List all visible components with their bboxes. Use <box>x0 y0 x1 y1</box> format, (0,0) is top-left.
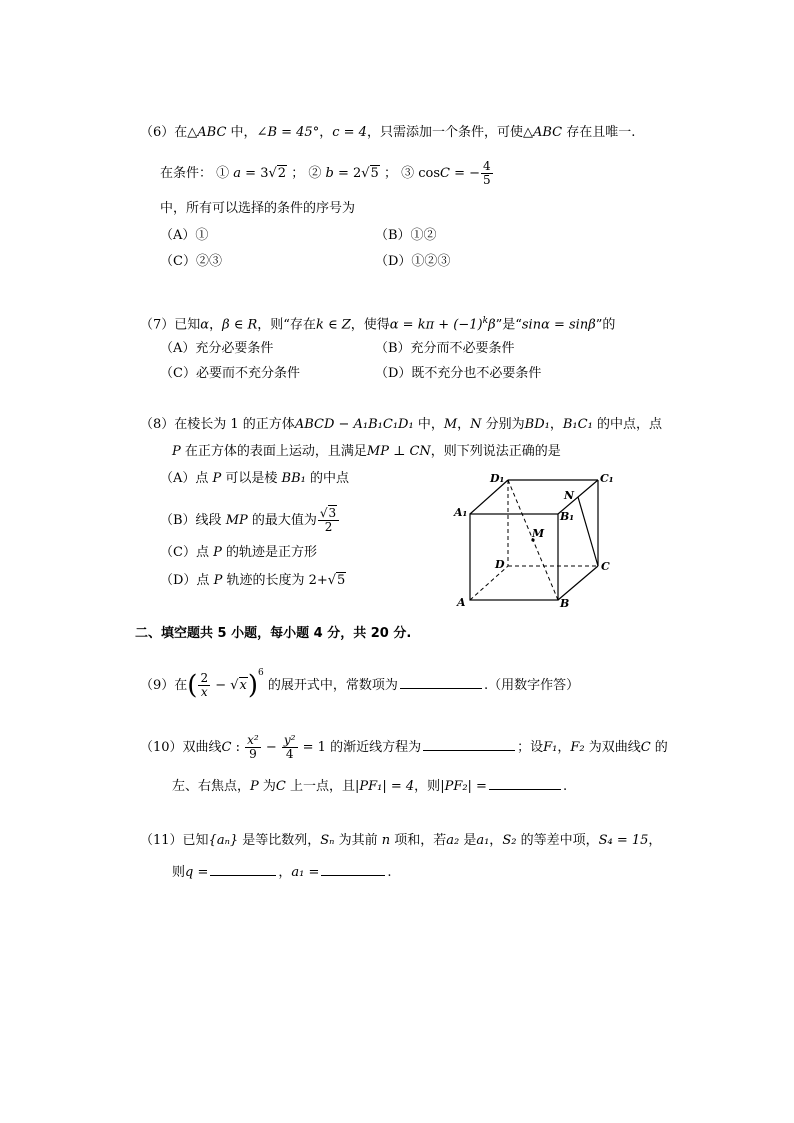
edge-ad-hidden <box>470 566 508 600</box>
fraction-sqrt3-2: $\frac{√3}{2}$ <box>318 507 339 534</box>
q8-stem-line1: （8）在棱长为 1 的正方体ABCD − A₁B₁C₁D₁ 中，M，N 分别为BD₁，B₁C₁ 的中点，点 <box>140 417 662 432</box>
q11-line2: 则q = ，a₁ = . <box>172 862 392 882</box>
q6-option-b: （B）①② <box>375 228 437 243</box>
q6-option-d: （D）①②③ <box>375 254 451 269</box>
q8-option-b: （B）线段 MP 的最大值为 $\frac{√3}{2}$ <box>160 507 340 534</box>
q8-option-a: （A）点 P 可以是棱 BB₁ 的中点 <box>160 471 350 486</box>
fraction-y2-4: $\frac{\text{y²}}{4}$ <box>283 733 296 761</box>
q7-option-d: （D）既不充分也不必要条件 <box>375 366 542 381</box>
q9: （9）在( $\frac{2}{x}$ − √x)$^6$ 的展开式中，常数项为 .（用数字作答） <box>140 668 580 701</box>
q10-line1: （10）双曲线C : $\frac{\text{x²}}{9}$ − $\frac{\text{y²}}{4}$ = 1 的渐近线方程为 ；设F₁，F₂ 为双曲线C 的 <box>140 733 668 761</box>
label-d: D <box>495 558 505 571</box>
q6-conditions: 在条件： ① a = 3√2 ； ② b = 2√5 ； ③ cosC = − $\frac{4}{5}$ <box>160 159 491 187</box>
segment-cn <box>578 497 598 566</box>
q6-option-c: （C）②③ <box>160 254 222 269</box>
q7-stem: （7）已知α，β ∈ R，则“存在k ∈ Z，使得$\alpha = k\pi + (-1)^k\beta$”是“sinα = sinβ”的 <box>140 316 616 333</box>
label-a: A <box>457 596 466 609</box>
section2-title: 二、填空题共 5 小题，每小题 4 分，共 20 分. <box>135 626 412 641</box>
label-d1: D₁ <box>490 472 505 485</box>
q10-pf2-blank[interactable] <box>489 776 561 790</box>
label-m: M <box>532 527 545 540</box>
label-b1: B₁ <box>560 510 575 523</box>
label-n: N <box>564 489 575 502</box>
q11-line1: （11）已知{aₙ} 是等比数列，Sₙ 为其前 n 项和，若a₂ 是a₁，S₂ 的等差中项，S₄ = 15， <box>140 833 662 848</box>
q11-a1-blank[interactable] <box>321 862 385 876</box>
q7-option-b: （B）充分而不必要条件 <box>375 341 515 356</box>
q6-stem: （6）在△ABC 中，∠B = 45°，c = 4，只需添加一个条件，可使△ABC 存在且唯一. <box>140 125 636 140</box>
label-c: C <box>601 560 610 573</box>
edge-a1d1 <box>470 480 508 514</box>
fraction-4-5: $\frac{4}{5}$ <box>483 159 491 187</box>
q11-q-blank[interactable] <box>210 862 276 876</box>
label-c1: C₁ <box>600 472 614 485</box>
q8-option-c: （C）点 P 的轨迹是正方形 <box>160 545 317 560</box>
q6-option-a: （A）① <box>160 228 209 243</box>
q9-answer-blank[interactable] <box>400 675 482 689</box>
label-a1: A₁ <box>454 506 468 519</box>
q7-option-c: （C）必要而不充分条件 <box>160 366 300 381</box>
fraction-x2-9: $\frac{\text{x²}}{9}$ <box>247 733 259 761</box>
q10-line2: 左、右焦点，P 为C 上一点，且|PF₁| = 4，则|PF₂| = . <box>172 776 567 796</box>
front-face <box>470 514 558 600</box>
q10-asymptote-blank[interactable] <box>423 737 515 751</box>
q7-option-a: （A）充分必要条件 <box>160 341 274 356</box>
edge-bc <box>558 566 598 600</box>
cube-figure <box>450 468 620 610</box>
q8-option-d: （D）点 P 轨迹的长度为 2+√5 <box>160 573 346 588</box>
q6-tail: 中，所有可以选择的条件的序号为 <box>160 201 356 216</box>
q8-stem-line2: P 在正方体的表面上运动，且满足MP ⊥ CN，则下列说法正确的是 <box>172 444 561 459</box>
label-b: B <box>560 597 570 610</box>
fraction-2-x: $\frac{2}{x}$ <box>200 671 209 699</box>
